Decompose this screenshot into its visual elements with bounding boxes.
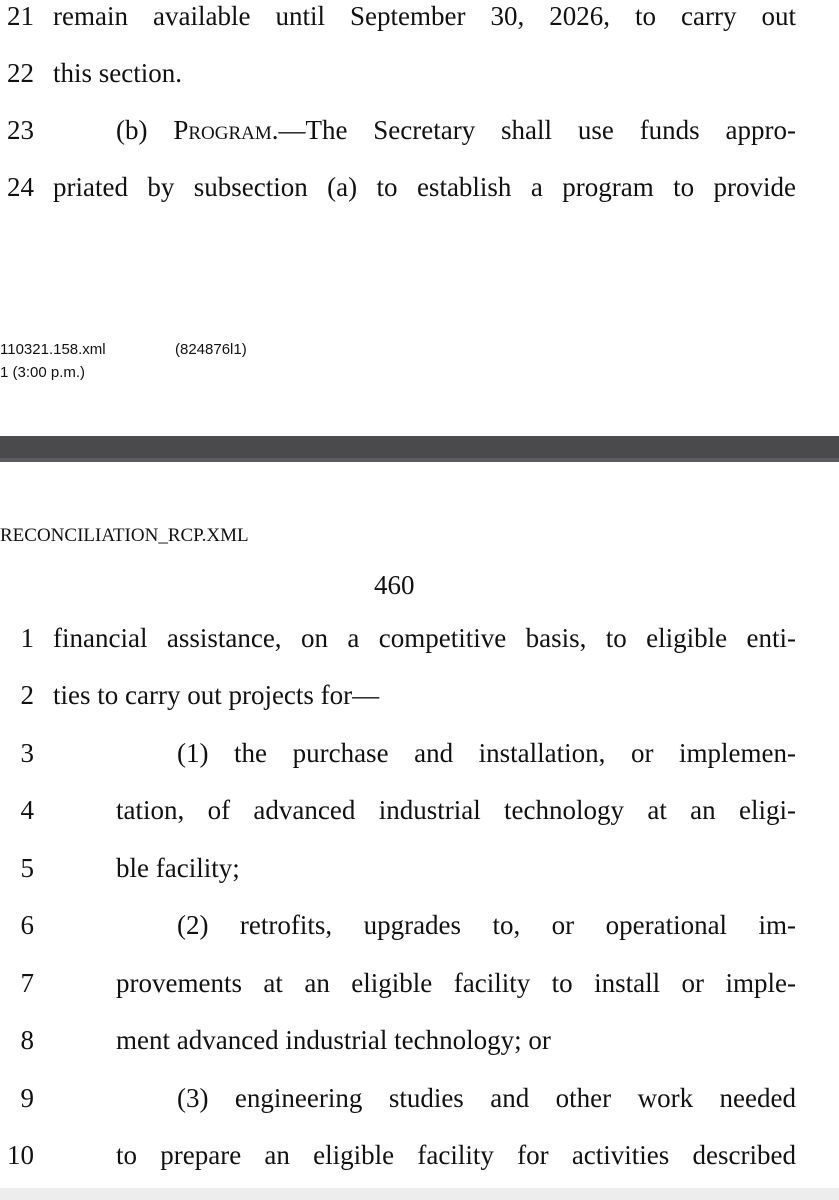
line-8 — [0, 1020, 839, 1060]
line-number: 10 — [7, 1140, 34, 1170]
line-1 — [0, 618, 839, 658]
line-text: ble facility; — [116, 853, 240, 883]
line-number: 7 — [20, 968, 34, 998]
line-number: 23 — [7, 115, 34, 145]
line-9 — [0, 1078, 839, 1118]
line-text — [116, 110, 796, 150]
line-text: financial assistance, on a competitive basis, to eligible enti- — [53, 623, 796, 653]
line-number: 22 — [7, 58, 34, 88]
line-text: (2) retrofits, upgrades to, or operational im- — [177, 910, 796, 940]
line-number: 6 — [20, 910, 34, 940]
line-number: 9 — [20, 1083, 34, 1113]
line-text: remain available until September 30, 2026, to carry out — [53, 1, 796, 31]
footer-time: 1 (3:00 p.m.) — [0, 364, 86, 381]
line-6 — [0, 905, 839, 945]
subsection-prefix: (b) — [116, 115, 174, 145]
line-23 — [0, 110, 839, 150]
line-text: tation, of advanced industrial technology at an eligi- — [116, 795, 796, 825]
line-text: ment advanced industrial technology; or — [116, 1025, 551, 1055]
line-3 — [0, 733, 839, 773]
line-text: priated by subsection (a) to establish a program to provide — [53, 172, 796, 202]
bottom-page — [0, 462, 839, 1200]
footer-id: (824876l1) — [175, 341, 247, 358]
window-bottom-edge — [0, 1188, 839, 1200]
line-22 — [0, 53, 839, 93]
line-number: 24 — [7, 172, 34, 202]
line-number: 5 — [20, 853, 34, 883]
page-divider — [0, 436, 839, 462]
line-text: provements at an eligible facility to install or imple- — [116, 968, 796, 998]
footer-file: 110321.158.xml — [0, 341, 106, 358]
line-10 — [0, 1135, 839, 1175]
line-text: this section. — [53, 58, 182, 88]
line-number: 8 — [20, 1025, 34, 1055]
line-number: 2 — [20, 680, 34, 710]
line-24 — [0, 167, 839, 207]
line-text: (1) the purchase and installation, or implemen- — [177, 738, 796, 768]
line-2 — [0, 675, 839, 715]
line-text: (3) engineering studies and other work needed — [177, 1083, 796, 1113]
top-page — [0, 0, 839, 436]
line-7 — [0, 963, 839, 1003]
page-number: 460 — [374, 570, 415, 600]
line-number: 21 — [7, 1, 34, 31]
header-file: RECONCILIATION_RCP.XML — [0, 525, 249, 546]
line-number: 4 — [20, 795, 34, 825]
line-text: ties to carry out projects for— — [53, 680, 380, 710]
subsection-heading: Program — [173, 115, 272, 145]
line-number: 3 — [20, 738, 34, 768]
line-4 — [0, 790, 839, 830]
line-5 — [0, 848, 839, 888]
line-number: 1 — [20, 623, 34, 653]
line-text: to prepare an eligible facility for activities described — [116, 1140, 796, 1170]
subsection-text: .—The Secretary shall use funds appro- — [271, 115, 796, 145]
line-21 — [0, 0, 839, 36]
